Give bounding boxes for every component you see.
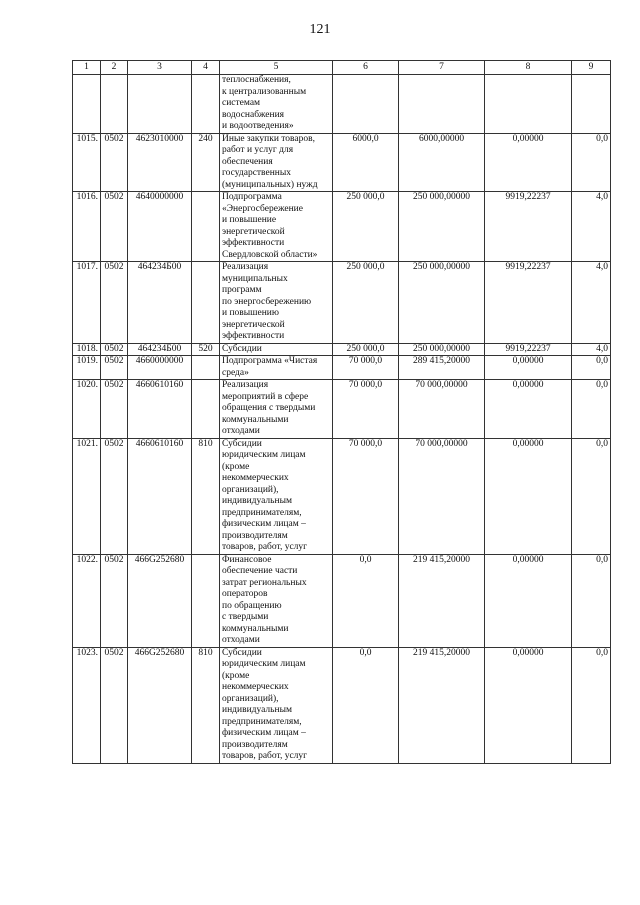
target-article-code: 4623010000 (128, 133, 192, 192)
target-article-code: 4640000000 (128, 192, 192, 262)
column-header: 2 (101, 61, 128, 75)
planned-amount (333, 75, 399, 134)
approved-amount: 6000,00000 (399, 133, 485, 192)
column-header: 7 (399, 61, 485, 75)
row-number: 1023. (73, 647, 101, 763)
executed-amount: 9919,22237 (485, 262, 572, 344)
section-code: 0502 (101, 343, 128, 356)
item-name: Реализация мероприятий в сфере обращения с твердыми коммунальными отходами (220, 380, 333, 439)
approved-amount: 70 000,00000 (399, 380, 485, 439)
section-code: 0502 (101, 438, 128, 554)
row-number: 1019. (73, 356, 101, 380)
column-header: 3 (128, 61, 192, 75)
planned-amount: 250 000,0 (333, 192, 399, 262)
expense-type-code: 810 (192, 647, 220, 763)
executed-amount: 9919,22237 (485, 192, 572, 262)
row-number: 1021. (73, 438, 101, 554)
approved-amount: 70 000,00000 (399, 438, 485, 554)
planned-amount: 6000,0 (333, 133, 399, 192)
expense-type-code (192, 356, 220, 380)
row-number: 1020. (73, 380, 101, 439)
budget-table (72, 60, 611, 764)
expense-type-code (192, 262, 220, 344)
row-number: 1017. (73, 262, 101, 344)
approved-amount: 219 415,20000 (399, 554, 485, 647)
table-row (73, 133, 611, 192)
column-header: 4 (192, 61, 220, 75)
execution-percent (572, 75, 611, 134)
expense-type-code: 520 (192, 343, 220, 356)
item-name: Подпрограмма «Чистая среда» (220, 356, 333, 380)
column-header: 5 (220, 61, 333, 75)
executed-amount: 0,00000 (485, 380, 572, 439)
expense-type-code (192, 192, 220, 262)
table-row (73, 438, 611, 554)
target-article-code: 464234Б00 (128, 262, 192, 344)
column-header: 1 (73, 61, 101, 75)
section-code: 0502 (101, 262, 128, 344)
column-header: 6 (333, 61, 399, 75)
execution-percent: 0,0 (572, 438, 611, 554)
section-code: 0502 (101, 647, 128, 763)
execution-percent: 4,0 (572, 343, 611, 356)
target-article-code: 4660610160 (128, 438, 192, 554)
section-code: 0502 (101, 356, 128, 380)
target-article-code: 466G252680 (128, 554, 192, 647)
table-row (73, 343, 611, 356)
execution-percent: 0,0 (572, 356, 611, 380)
approved-amount (399, 75, 485, 134)
expense-type-code (192, 75, 220, 134)
executed-amount (485, 75, 572, 134)
approved-amount: 250 000,00000 (399, 262, 485, 344)
executed-amount: 0,00000 (485, 133, 572, 192)
target-article-code (128, 75, 192, 134)
item-name: Реализация муниципальных программ по энергосбережению и повышению энергетической эффективности (220, 262, 333, 344)
expense-type-code: 240 (192, 133, 220, 192)
row-number: 1016. (73, 192, 101, 262)
table-row (73, 262, 611, 344)
approved-amount: 219 415,20000 (399, 647, 485, 763)
execution-percent: 4,0 (572, 262, 611, 344)
expense-type-code: 810 (192, 438, 220, 554)
planned-amount: 250 000,0 (333, 343, 399, 356)
execution-percent: 0,0 (572, 133, 611, 192)
approved-amount: 250 000,00000 (399, 343, 485, 356)
item-name: Субсидии (220, 343, 333, 356)
row-number: 1022. (73, 554, 101, 647)
table-body (73, 75, 611, 764)
target-article-code: 466G252680 (128, 647, 192, 763)
item-name: Субсидии юридическим лицам (кроме некоммерческих организаций), индивидуальным предпринимателям, физическим лицам – производителям товаров, работ, услуг (220, 647, 333, 763)
planned-amount: 70 000,0 (333, 438, 399, 554)
executed-amount: 0,00000 (485, 356, 572, 380)
execution-percent: 0,0 (572, 647, 611, 763)
table-row (73, 75, 611, 134)
section-code: 0502 (101, 380, 128, 439)
item-name: Субсидии юридическим лицам (кроме некоммерческих организаций), индивидуальным предпринимателям, физическим лицам – производителям товаров, работ, услуг (220, 438, 333, 554)
execution-percent: 0,0 (572, 554, 611, 647)
section-code (101, 75, 128, 134)
row-number: 1018. (73, 343, 101, 356)
section-code: 0502 (101, 192, 128, 262)
table-row (73, 380, 611, 439)
planned-amount: 70 000,0 (333, 380, 399, 439)
item-name: теплоснабжения, к централизованным системам водоснабжения и водоотведения» (220, 75, 333, 134)
row-number: 1015. (73, 133, 101, 192)
planned-amount: 0,0 (333, 647, 399, 763)
executed-amount: 0,00000 (485, 554, 572, 647)
target-article-code: 4660000000 (128, 356, 192, 380)
item-name: Финансовое обеспечение части затрат региональных операторов по обращению с твердыми коммунальными отходами (220, 554, 333, 647)
expense-type-code (192, 554, 220, 647)
target-article-code: 4660610160 (128, 380, 192, 439)
column-header: 8 (485, 61, 572, 75)
table-row (73, 554, 611, 647)
item-name: Иные закупки товаров, работ и услуг для обеспечения государственных (муниципальных) нужд (220, 133, 333, 192)
planned-amount: 250 000,0 (333, 262, 399, 344)
approved-amount: 289 415,20000 (399, 356, 485, 380)
execution-percent: 0,0 (572, 380, 611, 439)
page-number: 121 (309, 22, 331, 37)
column-header: 9 (572, 61, 611, 75)
executed-amount: 0,00000 (485, 438, 572, 554)
section-code: 0502 (101, 554, 128, 647)
header-row (73, 61, 611, 75)
table-row (73, 192, 611, 262)
table-row (73, 647, 611, 763)
execution-percent: 4,0 (572, 192, 611, 262)
expense-type-code (192, 380, 220, 439)
planned-amount: 0,0 (333, 554, 399, 647)
planned-amount: 70 000,0 (333, 356, 399, 380)
row-number (73, 75, 101, 134)
item-name: Подпрограмма «Энергосбережение и повышение энергетической эффективности Свердловской области» (220, 192, 333, 262)
executed-amount: 0,00000 (485, 647, 572, 763)
target-article-code: 464234Б00 (128, 343, 192, 356)
table-row (73, 356, 611, 380)
section-code: 0502 (101, 133, 128, 192)
executed-amount: 9919,22237 (485, 343, 572, 356)
approved-amount: 250 000,00000 (399, 192, 485, 262)
